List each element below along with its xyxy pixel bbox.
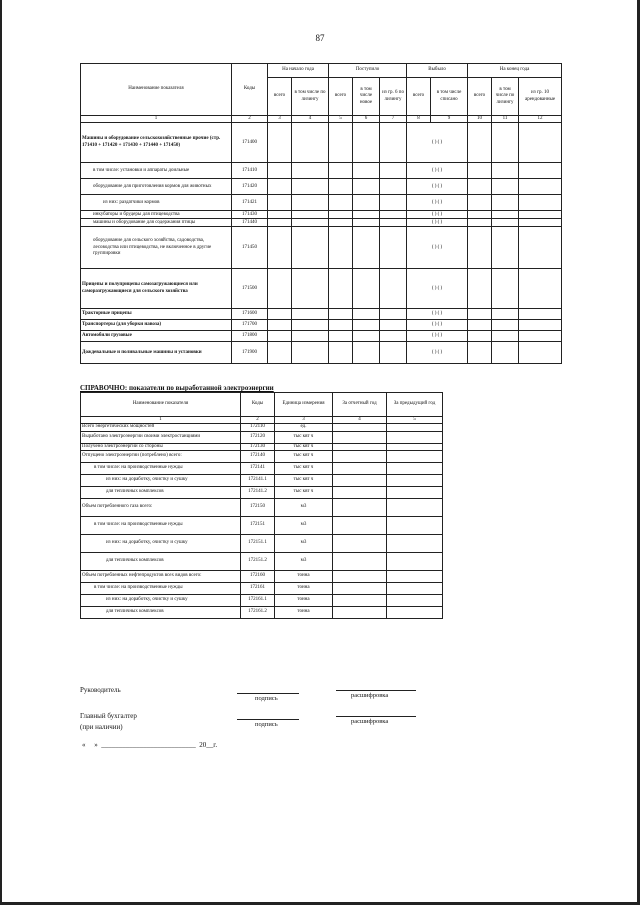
ref-row-name: из них: на доработку, очистку и сушку [81, 474, 241, 486]
value-cell[interactable] [519, 269, 562, 309]
value-cell[interactable] [492, 309, 519, 320]
value-cell[interactable] [353, 320, 380, 331]
ref-row-code: 172161.2 [241, 606, 275, 618]
ref-row-unit: м3 [275, 498, 333, 516]
ref-previous-value[interactable] [387, 516, 443, 534]
header-start: На начало года [268, 64, 329, 78]
value-cell[interactable] [468, 211, 492, 219]
ref-row-code: 172120 [241, 431, 275, 443]
ref-previous-value[interactable] [387, 552, 443, 570]
if-any-label: (при наличии) [80, 723, 123, 731]
value-cell[interactable] [329, 309, 353, 320]
value-cell[interactable] [268, 309, 292, 320]
ref-table-row [81, 534, 443, 552]
ref-current-value[interactable] [333, 594, 387, 606]
reference-title: СПРАВОЧНО: показатели по выработанной электроэнергии [80, 384, 274, 392]
value-cell[interactable] [329, 331, 353, 342]
ref-row-unit: тыс квт ч [275, 486, 333, 498]
value-cell[interactable] [292, 195, 329, 211]
value-cell[interactable] [492, 331, 519, 342]
col-num: 7 [380, 116, 407, 123]
ref-previous-value[interactable] [387, 606, 443, 618]
header-retired: Выбыло [407, 64, 468, 78]
main-table [80, 63, 562, 364]
value-cell[interactable] [468, 123, 492, 163]
table-row [81, 342, 562, 364]
ref-row-code: 172141.2 [241, 486, 275, 498]
ref-table-row [81, 443, 443, 450]
ref-row-unit: м3 [275, 516, 333, 534]
row-code: 171420 [232, 179, 268, 195]
table-row [81, 227, 562, 269]
page-edge-left [0, 0, 2, 905]
ref-row-code: 172151 [241, 516, 275, 534]
value-cell[interactable] [468, 320, 492, 331]
column-number-row [81, 116, 562, 123]
reference-table [80, 392, 443, 619]
ref-row-code: 172160 [241, 570, 275, 582]
ref-table-row [81, 594, 443, 606]
value-cell[interactable] [292, 219, 329, 227]
value-cell[interactable] [380, 320, 407, 331]
value-cell[interactable] [292, 211, 329, 219]
ref-header-name: Наименование показателя [81, 393, 241, 417]
value-cell[interactable] [268, 331, 292, 342]
value-cell[interactable] [292, 269, 329, 309]
row-code: 171800 [232, 331, 268, 342]
ref-row-name: Всего энергетических мощностей [81, 424, 241, 431]
value-cell[interactable] [292, 227, 329, 269]
value-cell[interactable] [292, 309, 329, 320]
value-cell[interactable] [468, 219, 492, 227]
retired-cell[interactable]: ( ) ( ) [407, 195, 468, 211]
value-cell[interactable] [380, 179, 407, 195]
col-num: 11 [492, 116, 519, 123]
ref-previous-value[interactable] [387, 474, 443, 486]
ref-table-row [81, 606, 443, 618]
value-cell[interactable] [492, 320, 519, 331]
value-cell[interactable] [519, 331, 562, 342]
ref-row-unit: тонна [275, 606, 333, 618]
ref-row-unit: тыс квт ч [275, 450, 333, 462]
ref-col-num: 1 [81, 417, 241, 424]
value-cell[interactable] [468, 227, 492, 269]
value-cell[interactable] [468, 342, 492, 364]
value-cell[interactable] [353, 211, 380, 219]
ref-row-name: Получено электроэнергии со стороны [81, 443, 241, 450]
ref-previous-value[interactable] [387, 498, 443, 516]
ref-table-row [81, 552, 443, 570]
ref-row-code: 172141.1 [241, 474, 275, 486]
value-cell[interactable] [268, 320, 292, 331]
row-name: в том числе: установки и аппараты доильные [81, 163, 232, 179]
retired-cell[interactable]: ( ) ( ) [407, 331, 468, 342]
ref-row-name: Отпущено электроэнергии (потреблено) всего: [81, 450, 241, 462]
ref-row-code: 172151.1 [241, 534, 275, 552]
header-of-gr10: из гр. 10 арендованные [519, 78, 562, 116]
ref-header-codes: Коды [241, 393, 275, 417]
value-cell[interactable] [353, 219, 380, 227]
table-row [81, 123, 562, 163]
ref-header-current: За отчетный год [333, 393, 387, 417]
accountant-signature-caption: подпись [255, 721, 278, 728]
value-cell[interactable] [380, 331, 407, 342]
value-cell[interactable] [268, 179, 292, 195]
ref-table-row [81, 424, 443, 431]
value-cell[interactable] [292, 123, 329, 163]
ref-previous-value[interactable] [387, 443, 443, 450]
row-code: 171421 [232, 195, 268, 211]
col-num: 1 [81, 116, 232, 123]
row-code: 171450 [232, 227, 268, 269]
ref-previous-value[interactable] [387, 462, 443, 474]
ref-row-unit: м3 [275, 552, 333, 570]
ref-col-num: 4 [333, 417, 387, 424]
retired-cell[interactable]: ( ) ( ) [407, 320, 468, 331]
value-cell[interactable] [492, 269, 519, 309]
ref-table-row [81, 570, 443, 582]
col-num: 6 [353, 116, 380, 123]
ref-row-unit: тыс квт ч [275, 462, 333, 474]
value-cell[interactable] [380, 211, 407, 219]
retired-cell[interactable]: ( ) ( ) [407, 211, 468, 219]
value-cell[interactable] [353, 269, 380, 309]
col-num: 4 [292, 116, 329, 123]
value-cell[interactable] [468, 195, 492, 211]
row-name: Тракторные прицепы [81, 309, 232, 320]
ref-table-row [81, 462, 443, 474]
value-cell[interactable] [519, 179, 562, 195]
retired-cell[interactable]: ( ) ( ) [407, 179, 468, 195]
value-cell[interactable] [519, 309, 562, 320]
header-codes: Коды [232, 64, 268, 116]
table-row [81, 331, 562, 342]
value-cell[interactable] [329, 179, 353, 195]
row-code: 171430 [232, 211, 268, 219]
ref-row-code: 172141 [241, 462, 275, 474]
row-name: Прицепы и полуприцепы самозагружающиеся или саморазгружающиеся для сельского хозяйства [81, 269, 232, 309]
header-received: Поступило [329, 64, 407, 78]
row-code: 171600 [232, 309, 268, 320]
ref-previous-value[interactable] [387, 570, 443, 582]
value-cell[interactable] [519, 195, 562, 211]
value-cell[interactable] [268, 227, 292, 269]
ref-current-value[interactable] [333, 582, 387, 594]
retired-cell[interactable]: ( ) ( ) [407, 163, 468, 179]
ref-row-name: для тепличных комплексов [81, 486, 241, 498]
header-total: всего [329, 78, 353, 116]
table-row [81, 320, 562, 331]
row-code: 171440 [232, 219, 268, 227]
ref-table-row [81, 582, 443, 594]
ref-table-row [81, 450, 443, 462]
ref-row-name: Объем потребленных нефтепродуктов всех видов всего: [81, 570, 241, 582]
table-row [81, 269, 562, 309]
row-code: 171500 [232, 269, 268, 309]
ref-row-name: в том числе: на производственные нужды [81, 462, 241, 474]
value-cell[interactable] [492, 342, 519, 364]
ref-col-num: 3 [275, 417, 333, 424]
ref-previous-value[interactable] [387, 594, 443, 606]
value-cell[interactable] [329, 320, 353, 331]
ref-current-value[interactable] [333, 570, 387, 582]
value-cell[interactable] [268, 195, 292, 211]
row-name: инкубаторы и брудеры для птицеводства [81, 211, 232, 219]
ref-row-code: 172150 [241, 498, 275, 516]
row-name: из них: раздатчики кормов [81, 195, 232, 211]
accountant-decoding-caption: расшифровка [351, 718, 389, 725]
value-cell[interactable] [380, 195, 407, 211]
table-row [81, 211, 562, 219]
value-cell[interactable] [380, 309, 407, 320]
chief-accountant-label: Главный бухгалтер [80, 712, 137, 720]
ref-row-unit: тыс квт ч [275, 443, 333, 450]
ref-current-value[interactable] [333, 443, 387, 450]
ref-header-unit: Единица измерения [275, 393, 333, 417]
value-cell[interactable] [468, 331, 492, 342]
value-cell[interactable] [353, 331, 380, 342]
header-incl-leasing: в том числе по лизингу [292, 78, 329, 116]
value-cell[interactable] [492, 219, 519, 227]
ref-row-unit: ед. [275, 424, 333, 431]
value-cell[interactable] [329, 219, 353, 227]
date-line[interactable]: « » ___________________________ 20__г. [82, 741, 218, 749]
ref-col-num: 5 [387, 417, 443, 424]
value-cell[interactable] [380, 163, 407, 179]
ref-current-value[interactable] [333, 424, 387, 431]
ref-current-value[interactable] [333, 534, 387, 552]
value-cell[interactable] [329, 227, 353, 269]
ref-current-value[interactable] [333, 498, 387, 516]
value-cell[interactable] [268, 219, 292, 227]
row-name: оборудование для сельского хозяйства, садоводства, лесоводства или птицеводства, не включенное в другие группировки [81, 227, 232, 269]
ref-row-unit: тонна [275, 582, 333, 594]
ref-header-previous: За предыдущий год [387, 393, 443, 417]
value-cell[interactable] [353, 309, 380, 320]
ref-table-row [81, 431, 443, 443]
ref-table-row [81, 516, 443, 534]
col-num: 12 [519, 116, 562, 123]
ref-previous-value[interactable] [387, 424, 443, 431]
col-num: 5 [329, 116, 353, 123]
value-cell[interactable] [329, 269, 353, 309]
value-cell[interactable] [519, 219, 562, 227]
header-end: На конец года [468, 64, 562, 78]
ref-row-code: 172140 [241, 450, 275, 462]
value-cell[interactable] [329, 195, 353, 211]
value-cell[interactable] [353, 123, 380, 163]
ref-row-name: в том числе: на производственные нужды [81, 516, 241, 534]
value-cell[interactable] [380, 269, 407, 309]
value-cell[interactable] [268, 269, 292, 309]
ref-current-value[interactable] [333, 462, 387, 474]
head-signature-line[interactable] [237, 693, 299, 694]
ref-row-code: 172110 [241, 424, 275, 431]
ref-row-code: 172151.2 [241, 552, 275, 570]
ref-current-value[interactable] [333, 486, 387, 498]
value-cell[interactable] [380, 342, 407, 364]
row-code: 171400 [232, 123, 268, 163]
accountant-signature-line[interactable] [237, 719, 299, 720]
value-cell[interactable] [268, 163, 292, 179]
value-cell[interactable] [468, 309, 492, 320]
value-cell[interactable] [492, 211, 519, 219]
retired-cell[interactable]: ( ) ( ) [407, 227, 468, 269]
ref-row-name: Выработано электроэнергии своими электростанциями [81, 431, 241, 443]
ref-current-value[interactable] [333, 516, 387, 534]
ref-row-name: в том числе: на производственные нужды [81, 582, 241, 594]
value-cell[interactable] [492, 123, 519, 163]
table-row [81, 309, 562, 320]
header-name: Наименование показателя [81, 64, 232, 116]
header-incl-new: в том числе новое [353, 78, 380, 116]
col-num: 2 [232, 116, 268, 123]
value-cell[interactable] [468, 269, 492, 309]
head-signature-caption: подпись [255, 695, 278, 702]
value-cell[interactable] [492, 227, 519, 269]
value-cell[interactable] [268, 123, 292, 163]
head-decoding-caption: расшифровка [351, 692, 389, 699]
value-cell[interactable] [353, 342, 380, 364]
ref-row-code: 172161 [241, 582, 275, 594]
value-cell[interactable] [519, 163, 562, 179]
header-total: всего [468, 78, 492, 116]
ref-current-value[interactable] [333, 431, 387, 443]
value-cell[interactable] [492, 179, 519, 195]
ref-col-num: 2 [241, 417, 275, 424]
ref-table-row [81, 498, 443, 516]
retired-cell[interactable]: ( ) ( ) [407, 219, 468, 227]
value-cell[interactable] [519, 227, 562, 269]
retired-cell[interactable]: ( ) ( ) [407, 123, 468, 163]
ref-previous-value[interactable] [387, 450, 443, 462]
ref-row-code: 172130 [241, 443, 275, 450]
value-cell[interactable] [380, 227, 407, 269]
ref-previous-value[interactable] [387, 431, 443, 443]
value-cell[interactable] [268, 342, 292, 364]
table-row [81, 195, 562, 211]
ref-row-name: из них: на доработку, очистку и сушку [81, 534, 241, 552]
table-row [81, 179, 562, 195]
value-cell[interactable] [519, 320, 562, 331]
row-code: 171410 [232, 163, 268, 179]
row-name: Транспортеры (для уборки навоза) [81, 320, 232, 331]
ref-row-name: из них: на доработку, очистку и сушку [81, 594, 241, 606]
value-cell[interactable] [492, 195, 519, 211]
ref-current-value[interactable] [333, 450, 387, 462]
retired-cell[interactable]: ( ) ( ) [407, 309, 468, 320]
header-total: всего [407, 78, 431, 116]
value-cell[interactable] [292, 320, 329, 331]
header-incl-written-off: в том числе списано [431, 78, 468, 116]
value-cell[interactable] [468, 163, 492, 179]
value-cell[interactable] [329, 163, 353, 179]
ref-previous-value[interactable] [387, 486, 443, 498]
value-cell[interactable] [292, 163, 329, 179]
table-row [81, 219, 562, 227]
col-num: 9 [431, 116, 468, 123]
page-number: 87 [315, 33, 325, 43]
value-cell[interactable] [268, 211, 292, 219]
value-cell[interactable] [292, 342, 329, 364]
header-total: всего [268, 78, 292, 116]
ref-table-row [81, 474, 443, 486]
row-code: 171700 [232, 320, 268, 331]
value-cell[interactable] [292, 331, 329, 342]
row-name: оборудование для приготовления кормов для животных [81, 179, 232, 195]
ref-previous-value[interactable] [387, 582, 443, 594]
value-cell[interactable] [353, 195, 380, 211]
retired-cell[interactable]: ( ) ( ) [407, 342, 468, 364]
value-cell[interactable] [353, 179, 380, 195]
ref-row-name: для тепличных комплексов [81, 552, 241, 570]
ref-current-value[interactable] [333, 552, 387, 570]
value-cell[interactable] [329, 123, 353, 163]
ref-row-unit: тонна [275, 594, 333, 606]
head-label: Руководитель [80, 686, 121, 694]
ref-row-unit: тыс квт ч [275, 474, 333, 486]
value-cell[interactable] [468, 179, 492, 195]
ref-row-unit: м3 [275, 534, 333, 552]
ref-row-unit: тонна [275, 570, 333, 582]
ref-previous-value[interactable] [387, 534, 443, 552]
col-num: 3 [268, 116, 292, 123]
retired-cell[interactable]: ( ) ( ) [407, 269, 468, 309]
accountant-decoding-line[interactable] [336, 716, 416, 717]
row-name: Дождевальные и поливальные машины и установки [81, 342, 232, 364]
ref-table-row [81, 486, 443, 498]
head-decoding-line[interactable] [336, 690, 416, 691]
ref-current-value[interactable] [333, 474, 387, 486]
value-cell[interactable] [329, 211, 353, 219]
table-row [81, 163, 562, 179]
ref-row-name: для тепличных комплексов [81, 606, 241, 618]
value-cell[interactable] [519, 211, 562, 219]
row-code: 171900 [232, 342, 268, 364]
value-cell[interactable] [353, 163, 380, 179]
value-cell[interactable] [519, 342, 562, 364]
value-cell[interactable] [380, 123, 407, 163]
ref-row-code: 172161.1 [241, 594, 275, 606]
row-name: Машины и оборудование сельскохозяйственные прочие (стр. 171410 + 171420 + 171430 + 171440 + 171450) [81, 123, 232, 163]
ref-row-unit: тыс квт ч [275, 431, 333, 443]
row-name: машины и оборудование для содержания птицы [81, 219, 232, 227]
header-incl-leasing: в том числе по лизингу [492, 78, 519, 116]
value-cell[interactable] [353, 227, 380, 269]
col-num: 10 [468, 116, 492, 123]
ref-row-name: Объем потребленного газа всего: [81, 498, 241, 516]
ref-current-value[interactable] [333, 606, 387, 618]
value-cell[interactable] [292, 179, 329, 195]
header-of-gr6-leasing: из гр. 6 по лизингу [380, 78, 407, 116]
row-name: Автомобили грузовые [81, 331, 232, 342]
value-cell[interactable] [329, 342, 353, 364]
col-num: 8 [407, 116, 431, 123]
value-cell[interactable] [519, 123, 562, 163]
value-cell[interactable] [492, 163, 519, 179]
value-cell[interactable] [380, 219, 407, 227]
